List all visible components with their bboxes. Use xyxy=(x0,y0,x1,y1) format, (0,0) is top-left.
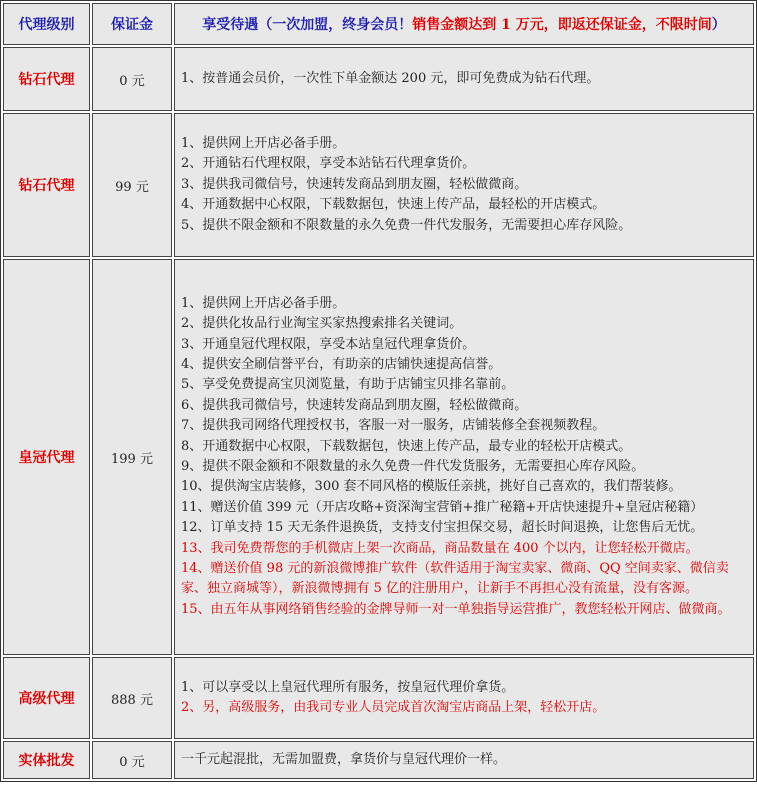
benefits-cell xyxy=(174,259,754,655)
benefit-line-highlight: 14、赠送价值 98 元的新浪微博推广软件（软件适用于淘宝卖家、微商、QQ 空间卖家、微信卖家、独立商城等），新浪微博拥有 5 亿的注册用户，让新手不再担心没有流量，没有客源。 xyxy=(181,561,729,597)
benefit-line: 8、开通数据中心权限，下载数据包，快速上传产品，最专业的轻松开店模式。 xyxy=(181,438,632,454)
header-benefits xyxy=(174,3,754,45)
benefits-cell xyxy=(174,113,754,257)
benefit-line: 2、提供化妆品行业淘宝买家热搜索排名关键词。 xyxy=(181,316,463,332)
table-row-diamond-99 xyxy=(3,113,754,257)
benefit-line: 5、享受免费提高宝贝浏览量，有助于店铺宝贝排名靠前。 xyxy=(181,377,515,393)
benefit-line: 1、提供网上开店必备手册。 xyxy=(181,135,346,151)
benefit-line: 1、提供网上开店必备手册。 xyxy=(181,295,346,311)
deposit-cell: 199 元 xyxy=(92,259,172,655)
benefit-line-highlight: 15、由五年从事网络销售经验的金牌导师一对一单独指导运营推广，教您轻松开网店、做微商。 xyxy=(181,601,731,617)
benefit-line-highlight: 13、我司免费帮您的手机微店上架一次商品，商品数量在 400 个以内，让您轻松开微店。 xyxy=(181,540,699,556)
benefit-line: 1、可以享受以上皇冠代理所有服务，按皇冠代理价拿货。 xyxy=(181,679,515,695)
benefit-line: 11、赠送价值 399 元（开店攻略+资深淘宝营销+推广秘籍+开店快速提升+皇冠店秘籍） xyxy=(181,499,704,515)
header-deposit: 保证金 xyxy=(92,3,172,45)
benefit-line-highlight: 2、另，高级服务，由我司专业人员完成首次淘宝店商品上架，轻松开店。 xyxy=(181,700,606,715)
header-row xyxy=(3,3,754,45)
benefits-cell xyxy=(174,657,754,739)
header-benefits-suffix: ） xyxy=(711,17,726,33)
header-level: 代理级别 xyxy=(3,3,90,45)
benefit-line: 10、提供淘宝店装修，300 套不同风格的模版任亲挑，挑好自己喜欢的，我们帮装修。 xyxy=(181,479,682,495)
header-benefits-highlight: 销售金额达到 1 万元，即返还保证金，不限时间 xyxy=(412,17,712,33)
benefit-line: 1、按普通会员价，一次性下单金额达 200 元，即可免费成为钻石代理。 xyxy=(181,70,600,86)
table-row-crown xyxy=(3,259,754,655)
benefit-line: 3、开通皇冠代理权限，享受本站皇冠代理拿货价。 xyxy=(181,336,476,352)
level-cell: 实体批发 xyxy=(3,741,90,779)
deposit-cell: 888 元 xyxy=(92,657,172,739)
benefit-line: 4、提供安全刷信誉平台，有助亲的店铺快速提高信誉。 xyxy=(181,356,502,372)
benefits-cell xyxy=(174,741,754,779)
table-row-wholesale xyxy=(3,741,754,779)
benefit-line: 12、订单支持 15 天无条件退换货，支持支付宝担保交易，超长时间退换，让您售后无忧。 xyxy=(181,520,704,536)
benefit-line: 一千元起混批，无需加盟费，拿货价与皇冠代理价一样。 xyxy=(181,751,507,767)
benefits-cell xyxy=(174,47,754,111)
benefit-line: 7、提供我司网络代理授权书，客服一对一服务，店铺装修全套视频教程。 xyxy=(181,418,606,434)
benefit-line: 5、提供不限金额和不限数量的永久免费一件代发服务，无需要担心库存风险。 xyxy=(181,217,632,233)
level-cell: 皇冠代理 xyxy=(3,259,90,655)
deposit-cell: 0 元 xyxy=(92,47,172,111)
benefit-line: 9、提供不限金额和不限数量的永久免费一件代发货服务，无需要担心库存风险。 xyxy=(181,459,645,474)
level-cell: 高级代理 xyxy=(3,657,90,739)
benefit-line: 4、开通数据中心权限，下载数据包，快速上传产品，最轻松的开店模式。 xyxy=(181,197,606,213)
level-cell: 钻石代理 xyxy=(3,47,90,111)
benefit-line: 2、开通钻石代理权限，享受本站钻石代理拿货价。 xyxy=(181,156,476,172)
table-row-diamond-free xyxy=(3,47,754,111)
deposit-cell: 99 元 xyxy=(92,113,172,257)
level-cell: 钻石代理 xyxy=(3,113,90,257)
benefit-line: 3、提供我司微信号，快速转发商品到朋友圈，轻松做微商。 xyxy=(181,176,528,192)
header-benefits-prefix: 享受待遇（一次加盟，终身会员！ xyxy=(202,17,413,33)
benefit-line: 6、提供我司微信号，快速转发商品到朋友圈，轻松做微商。 xyxy=(181,397,528,413)
deposit-cell: 0 元 xyxy=(92,741,172,779)
table-row-senior xyxy=(3,657,754,739)
